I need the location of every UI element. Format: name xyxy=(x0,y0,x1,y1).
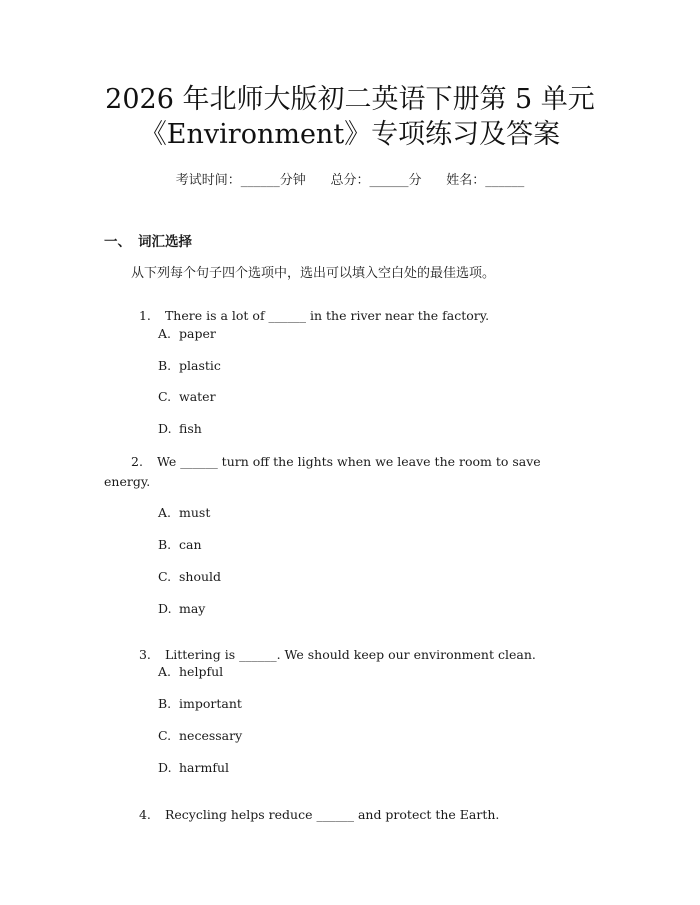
question-number: 2. xyxy=(131,454,143,469)
question-text: We ______ turn off the lights when we leave the room to save energy. xyxy=(104,454,541,489)
question-number: 1. xyxy=(138,308,151,323)
option-text: plastic xyxy=(179,358,221,373)
option-letter: D. xyxy=(158,421,172,436)
exam-info-line: 考试时间：______分钟 总分：______分 姓名：______ xyxy=(175,173,525,188)
option-letter: B. xyxy=(158,537,172,552)
question-text: There is a lot of ______ in the river near the factory. xyxy=(164,308,490,323)
question-text: Littering is ______. We should keep our environment clean. xyxy=(164,647,536,662)
option-1-c xyxy=(158,389,216,404)
option-3-c xyxy=(158,728,242,743)
document-title-line-1: 2026 年北师大版初二英语下册第 5 单元 xyxy=(105,84,595,115)
option-2-a xyxy=(158,505,210,520)
section-title: 词汇选择 xyxy=(138,234,192,250)
option-letter: D. xyxy=(158,760,172,775)
option-1-a xyxy=(158,326,216,341)
option-text: necessary xyxy=(179,728,243,743)
option-2-b xyxy=(158,537,202,552)
option-text: may xyxy=(179,601,206,616)
option-letter: D. xyxy=(158,601,172,616)
option-1-d xyxy=(158,421,202,436)
option-3-a xyxy=(158,664,223,679)
option-text: should xyxy=(179,569,222,584)
instruction-text: 从下列每个句子四个选项中，选出可以填入空白处的最佳选项。 xyxy=(131,266,496,281)
option-letter: B. xyxy=(158,358,172,373)
option-text: can xyxy=(179,537,202,552)
option-text: fish xyxy=(179,421,202,436)
option-letter: A. xyxy=(158,326,172,341)
option-letter: A. xyxy=(158,664,172,679)
question-1 xyxy=(131,293,581,323)
option-letter: A. xyxy=(158,505,172,520)
question-number: 4. xyxy=(138,807,151,822)
option-3-d xyxy=(158,760,229,775)
option-text: water xyxy=(179,389,216,404)
option-letter: C. xyxy=(158,389,172,404)
question-number: 3. xyxy=(138,647,151,662)
option-text: paper xyxy=(179,326,216,341)
option-text: harmful xyxy=(179,760,230,775)
option-text: important xyxy=(179,696,242,711)
question-2 xyxy=(104,452,584,492)
section-heading xyxy=(104,230,192,250)
option-text: must xyxy=(179,505,211,520)
option-2-c xyxy=(158,569,221,584)
question-3 xyxy=(131,632,581,662)
option-3-b xyxy=(158,696,242,711)
option-2-d xyxy=(158,601,205,616)
question-text: Recycling helps reduce ______ and protect the Earth. xyxy=(164,807,500,822)
section-number: 一、 xyxy=(104,234,131,250)
option-letter: C. xyxy=(158,569,172,584)
document-title-line-2: 《Environment》专项练习及答案 xyxy=(139,119,561,150)
option-letter: B. xyxy=(158,696,172,711)
option-text: helpful xyxy=(179,664,224,679)
option-letter: C. xyxy=(158,728,172,743)
question-4 xyxy=(131,792,581,822)
option-1-b xyxy=(158,358,221,373)
